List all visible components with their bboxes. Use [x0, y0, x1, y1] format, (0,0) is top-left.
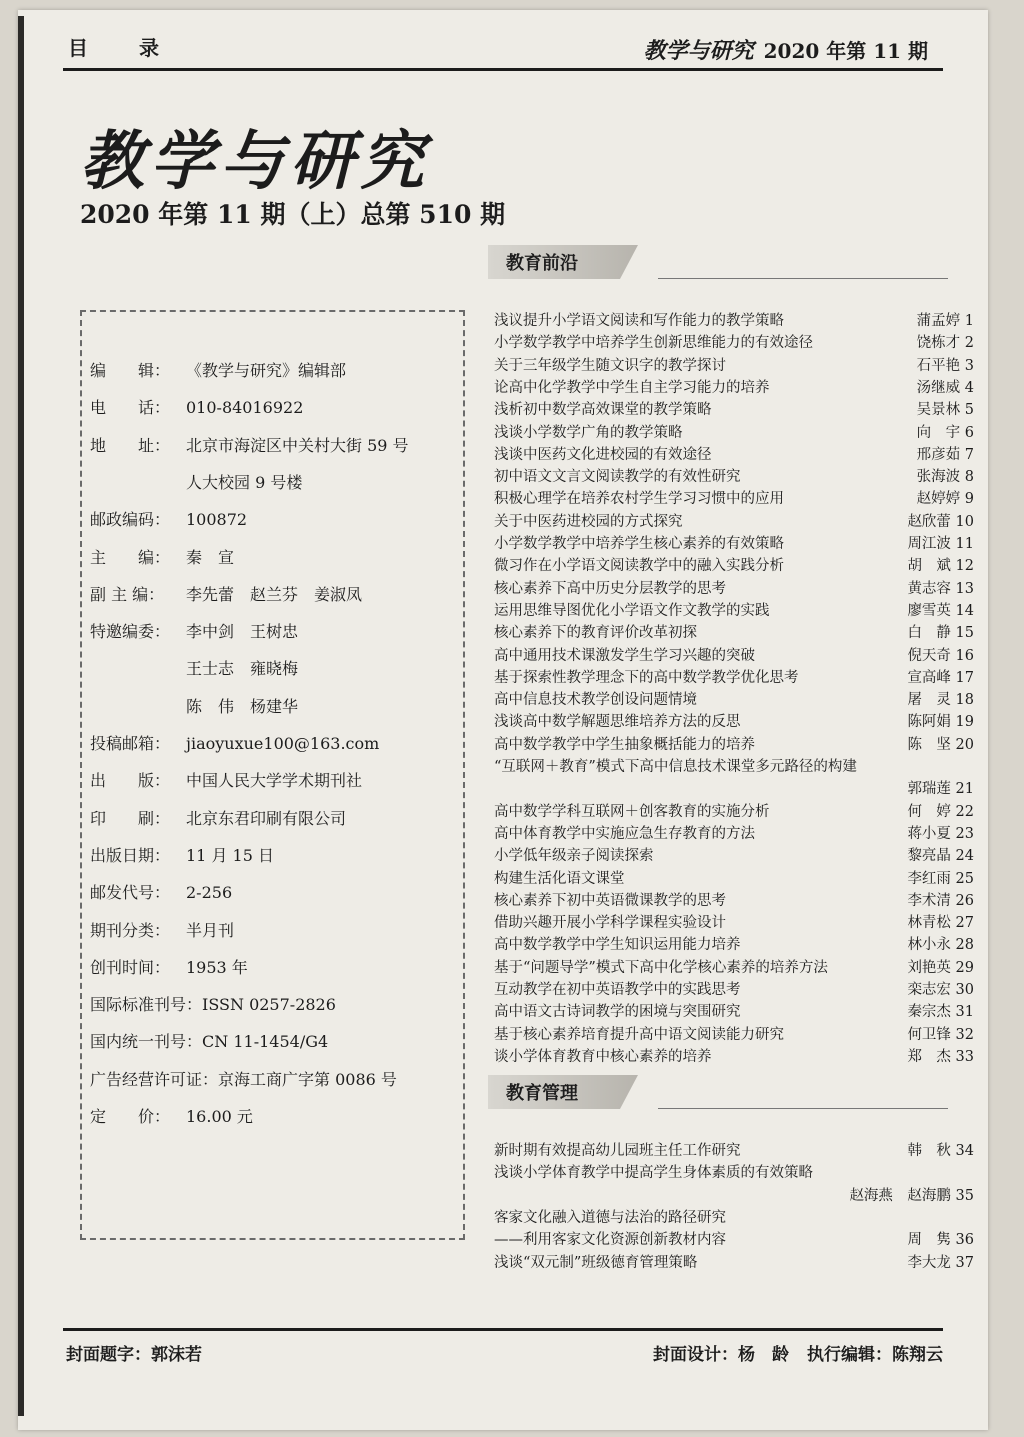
toc-entry-title: 小学低年级亲子阅读探索 — [494, 848, 654, 865]
info-value: 100872 — [186, 510, 248, 530]
info-label: 副 主 编： — [90, 584, 165, 604]
header-issue: 2020 年第 11 期 — [763, 39, 928, 63]
toc-entry-author-page: 李大龙 37 — [907, 1254, 974, 1271]
section-title: 教育前沿 — [506, 253, 578, 274]
toc-entry-author-page: 郭瑞莲 21 — [907, 781, 974, 798]
info-value: 11 月 15 日 — [186, 845, 274, 865]
info-row — [90, 507, 247, 530]
toc-entry-author-page: 蒲孟婷 1 — [916, 313, 974, 329]
info-value: 李中剑 王树忠 — [186, 622, 299, 642]
header-rule — [63, 68, 943, 71]
toc-entry-author-page: 何 婷 22 — [907, 803, 974, 820]
toc-entry-author-page: 汤继威 4 — [916, 379, 974, 396]
journal-page — [18, 10, 988, 1430]
info-row — [90, 843, 274, 866]
toc-entry-author-page: 倪天奇 16 — [907, 647, 974, 664]
toc-entry-title: 高中体育教学中实施应急生存教育的方法 — [494, 825, 755, 842]
toc-entry-title: 基于探索性教学理念下的高中数学教学优化思考 — [494, 669, 799, 686]
info-row — [186, 470, 302, 493]
section-rule — [658, 278, 948, 279]
header-journal-issue — [644, 34, 928, 65]
info-label: 邮政编码： — [90, 510, 171, 530]
header-brand: 教学与研究 — [643, 38, 754, 64]
toc-entry-author-page: 石平艳 3 — [916, 357, 974, 374]
toc-entry-author-page: 周 隽 36 — [907, 1232, 974, 1249]
toc-entry-author-page: 饶栋才 2 — [916, 335, 974, 352]
toc-entry-author-page: 蒋小夏 23 — [907, 825, 974, 842]
toc-entry-title: 小学数学教学中培养学生创新思维能力的有效途径 — [494, 335, 813, 352]
info-value: 李先蕾 赵兰芬 姜淑凤 — [186, 584, 363, 604]
toc-entry-author-page: 林青松 27 — [907, 915, 974, 932]
info-row — [90, 806, 346, 829]
toc-entry-title: 借助兴趣开展小学科学课程实验设计 — [494, 915, 726, 932]
info-label: 出版日期： — [90, 845, 171, 865]
toc-entry-title: 运用思维导图优化小学语文作文教学的实践 — [494, 602, 770, 619]
masthead-title: 教学与研究 — [80, 124, 430, 199]
binding-edge — [18, 16, 24, 1416]
info-row — [90, 619, 298, 642]
toc-entry-title: 客家文化融入道德与法治的路径研究 — [494, 1209, 726, 1226]
info-label: 广告经营许可证： — [90, 1069, 219, 1089]
info-value: 半月刊 — [186, 920, 235, 940]
toc-entry-title: 基于“问题导学”模式下高中化学核心素养的培养方法 — [494, 959, 828, 976]
toc-entry-title: 核心素养下的教育评价改革初探 — [494, 625, 697, 642]
footer-cover-title: 封面题字：郭沫若 — [66, 1345, 202, 1365]
toc-entry-author-page: 李术清 26 — [907, 892, 974, 909]
toc-entry-title: 微习作在小学语文阅读教学中的融入实践分析 — [494, 558, 784, 575]
toc-entry-title: 浅议提升小学语文阅读和写作能力的教学策略 — [494, 313, 784, 329]
info-row — [90, 582, 362, 605]
info-value: 16.00 元 — [186, 1107, 253, 1126]
info-label: 电 话： — [90, 398, 171, 418]
toc-entry-author-page: 何卫锋 32 — [907, 1026, 974, 1043]
toc-entry-title: 谈小学体育教育中核心素养的培养 — [494, 1048, 712, 1065]
toc-entry-author-page: 赵婷婷 9 — [916, 491, 974, 508]
toc-entry-title: 高中信息技术教学创设问题情境 — [494, 692, 697, 709]
toc-entry-title: 积极心理学在培养农村学生学习习惯中的应用 — [494, 491, 784, 508]
toc-entry-author-page: 韩 秋 34 — [907, 1143, 974, 1159]
toc-entry-author-page: 栾志宏 30 — [907, 982, 974, 998]
info-label: 印 刷： — [90, 808, 171, 828]
toc-entry-title: 关于三年级学生随文识字的教学探讨 — [494, 357, 726, 374]
info-row — [90, 1029, 328, 1052]
info-row — [90, 1104, 253, 1127]
toc-entry-author-page: 白 静 15 — [907, 625, 974, 642]
info-value: 秦 宣 — [186, 547, 235, 567]
info-row — [90, 918, 234, 941]
info-row — [90, 992, 336, 1015]
info-value: 《教学与研究》编辑部 — [186, 361, 347, 380]
toc-entry-title: 核心素养下初中英语微课教学的思考 — [494, 892, 726, 909]
info-label: 特邀编委： — [90, 622, 171, 642]
toc-entry-author-page: 邢彦茹 7 — [916, 446, 974, 463]
toc-entry-author-page: 廖雪英 14 — [907, 602, 974, 619]
toc-entry-title: 高中数学教学中学生抽象概括能力的培养 — [494, 736, 755, 753]
footer-rule — [63, 1328, 943, 1331]
toc-entry-title: 浅谈“双元制”班级德育管理策略 — [494, 1254, 698, 1271]
masthead-issue-line: 2020 年第 11 期（上）总第 510 期 — [80, 200, 506, 229]
info-row — [90, 433, 409, 456]
toc-entry-author-page: 林小永 28 — [907, 937, 974, 954]
info-value: 010-84016922 — [186, 398, 304, 418]
toc-entry-title: 构建生活化语文课堂 — [494, 870, 625, 887]
toc-entry-title: 新时期有效提高幼儿园班主任工作研究 — [494, 1143, 741, 1159]
info-row — [90, 768, 362, 791]
info-value: 王士志 雍晓梅 — [186, 659, 299, 679]
toc-entry-title: 高中数学学科互联网＋创客教育的实施分析 — [494, 803, 770, 820]
toc-entry-title: 浅谈高中数学解题思维培养方法的反思 — [494, 714, 741, 731]
toc-entry-author-page: 黄志容 13 — [907, 580, 974, 597]
toc-entry-title: 浅谈小学体育教学中提高学生身体素质的有效策略 — [494, 1165, 813, 1182]
info-label: 主 编： — [90, 547, 171, 567]
toc-entry-author-page: 陈 坚 20 — [907, 736, 974, 753]
toc-entry-title: 浅谈小学数学广角的教学策略 — [494, 424, 683, 441]
toc-entry-title: 高中通用技术课激发学生学习兴趣的突破 — [494, 647, 755, 664]
info-row — [90, 1067, 397, 1090]
toc-entry-title: 核心素养下高中历史分层教学的思考 — [494, 580, 726, 597]
toc-entry-title: 浅谈中医药文化进校园的有效途径 — [494, 446, 712, 463]
info-value: 人大校园 9 号楼 — [186, 472, 303, 492]
info-value: jiaoyuxue100@163.com — [186, 734, 380, 753]
footer-cover-design: 封面设计：杨 龄 — [653, 1345, 789, 1365]
toc-entry-title: 高中语文古诗词教学的困境与突围研究 — [494, 1004, 741, 1021]
toc-entry-title: ——利用客家文化资源创新教材内容 — [494, 1232, 726, 1249]
toc-entry-author-page: 黎亮晶 24 — [907, 848, 974, 865]
toc-entry-title: 高中数学教学中学生知识运用能力培养 — [494, 937, 741, 954]
toc-entry-title: 浅析初中数学高效课堂的教学策略 — [494, 402, 712, 419]
info-label: 创刊时间： — [90, 957, 171, 977]
info-value: 京海工商广字第 0086 号 — [218, 1069, 397, 1089]
toc-entry-author-page: 吴景林 5 — [916, 402, 974, 419]
info-label: 出 版： — [90, 771, 171, 791]
toc-entry-title: 小学数学教学中培养学生核心素养的有效策略 — [494, 536, 784, 552]
info-label: 邮发代号： — [90, 883, 171, 903]
toc-entry-author-page: 秦宗杰 31 — [907, 1004, 974, 1021]
info-value: 中国人民大学学术期刊社 — [186, 771, 363, 791]
info-value: ISSN 0257-2826 — [202, 995, 336, 1015]
toc-entry-author-page: 赵欣蕾 10 — [907, 513, 974, 530]
info-label: 地 址： — [90, 435, 171, 455]
info-label: 国内统一刊号： — [90, 1032, 203, 1052]
toc-entry-author-page: 张海波 8 — [916, 469, 974, 486]
toc-entry-title: 基于核心素养培育提升高中语文阅读能力研究 — [494, 1026, 784, 1043]
info-value: 1953 年 — [186, 957, 248, 977]
info-label: 定 价： — [90, 1107, 171, 1126]
info-label: 国际标准刊号： — [90, 995, 203, 1015]
info-row — [186, 656, 298, 679]
section-heading — [488, 245, 678, 279]
footer-credits — [635, 1340, 943, 1365]
info-label: 编 辑： — [90, 361, 171, 380]
toc-entry-author-page: 胡 斌 12 — [907, 558, 974, 575]
info-row — [90, 545, 234, 568]
toc-entry-title: 互动教学在初中英语教学中的实践思考 — [494, 982, 741, 998]
info-row — [90, 358, 346, 381]
info-value: 北京东君印刷有限公司 — [186, 808, 347, 828]
info-value: 陈 伟 杨建华 — [186, 696, 299, 716]
toc-entry-author-page: 向 宇 6 — [916, 424, 974, 441]
info-row — [186, 694, 298, 717]
toc-entry-title: “互联网＋教育”模式下高中信息技术课堂多元路径的构建 — [494, 759, 857, 775]
info-value: 2-256 — [186, 883, 233, 903]
toc-entry-author-page: 郑 杰 33 — [907, 1048, 974, 1065]
footer-exec-editor: 执行编辑：陈翔云 — [807, 1345, 943, 1365]
toc-entry-author-page: 宣高峰 17 — [907, 669, 974, 686]
section-rule — [658, 1108, 948, 1109]
toc-entry-author-page: 赵海燕 赵海鹏 35 — [849, 1187, 974, 1204]
toc-entry-author-page: 李红雨 25 — [907, 870, 974, 887]
info-row — [90, 880, 232, 903]
info-label: 期刊分类： — [90, 920, 171, 940]
toc-entry-title: 关于中医药进校园的方式探究 — [494, 513, 683, 530]
toc-entry-title: 论高中化学教学中学生自主学习能力的培养 — [494, 379, 770, 396]
toc-entry-title: 初中语文文言文阅读教学的有效性研究 — [494, 469, 741, 486]
toc-entry-author-page: 刘艳英 29 — [907, 959, 974, 976]
info-row — [90, 955, 248, 978]
section-title: 教育管理 — [506, 1083, 578, 1104]
header-section-label: 目 录 — [68, 36, 181, 60]
info-row — [90, 395, 303, 418]
info-row — [90, 731, 379, 754]
toc-entry-author-page: 周江波 11 — [907, 536, 974, 552]
info-label: 投稿邮箱： — [90, 734, 171, 753]
toc-entry-author-page: 陈阿娟 19 — [907, 714, 974, 731]
toc-entry-author-page: 屠 灵 18 — [907, 692, 974, 709]
section-heading — [488, 1075, 678, 1109]
info-value: CN 11-1454/G4 — [202, 1032, 329, 1052]
info-value: 北京市海淀区中关村大街 59 号 — [186, 435, 409, 455]
